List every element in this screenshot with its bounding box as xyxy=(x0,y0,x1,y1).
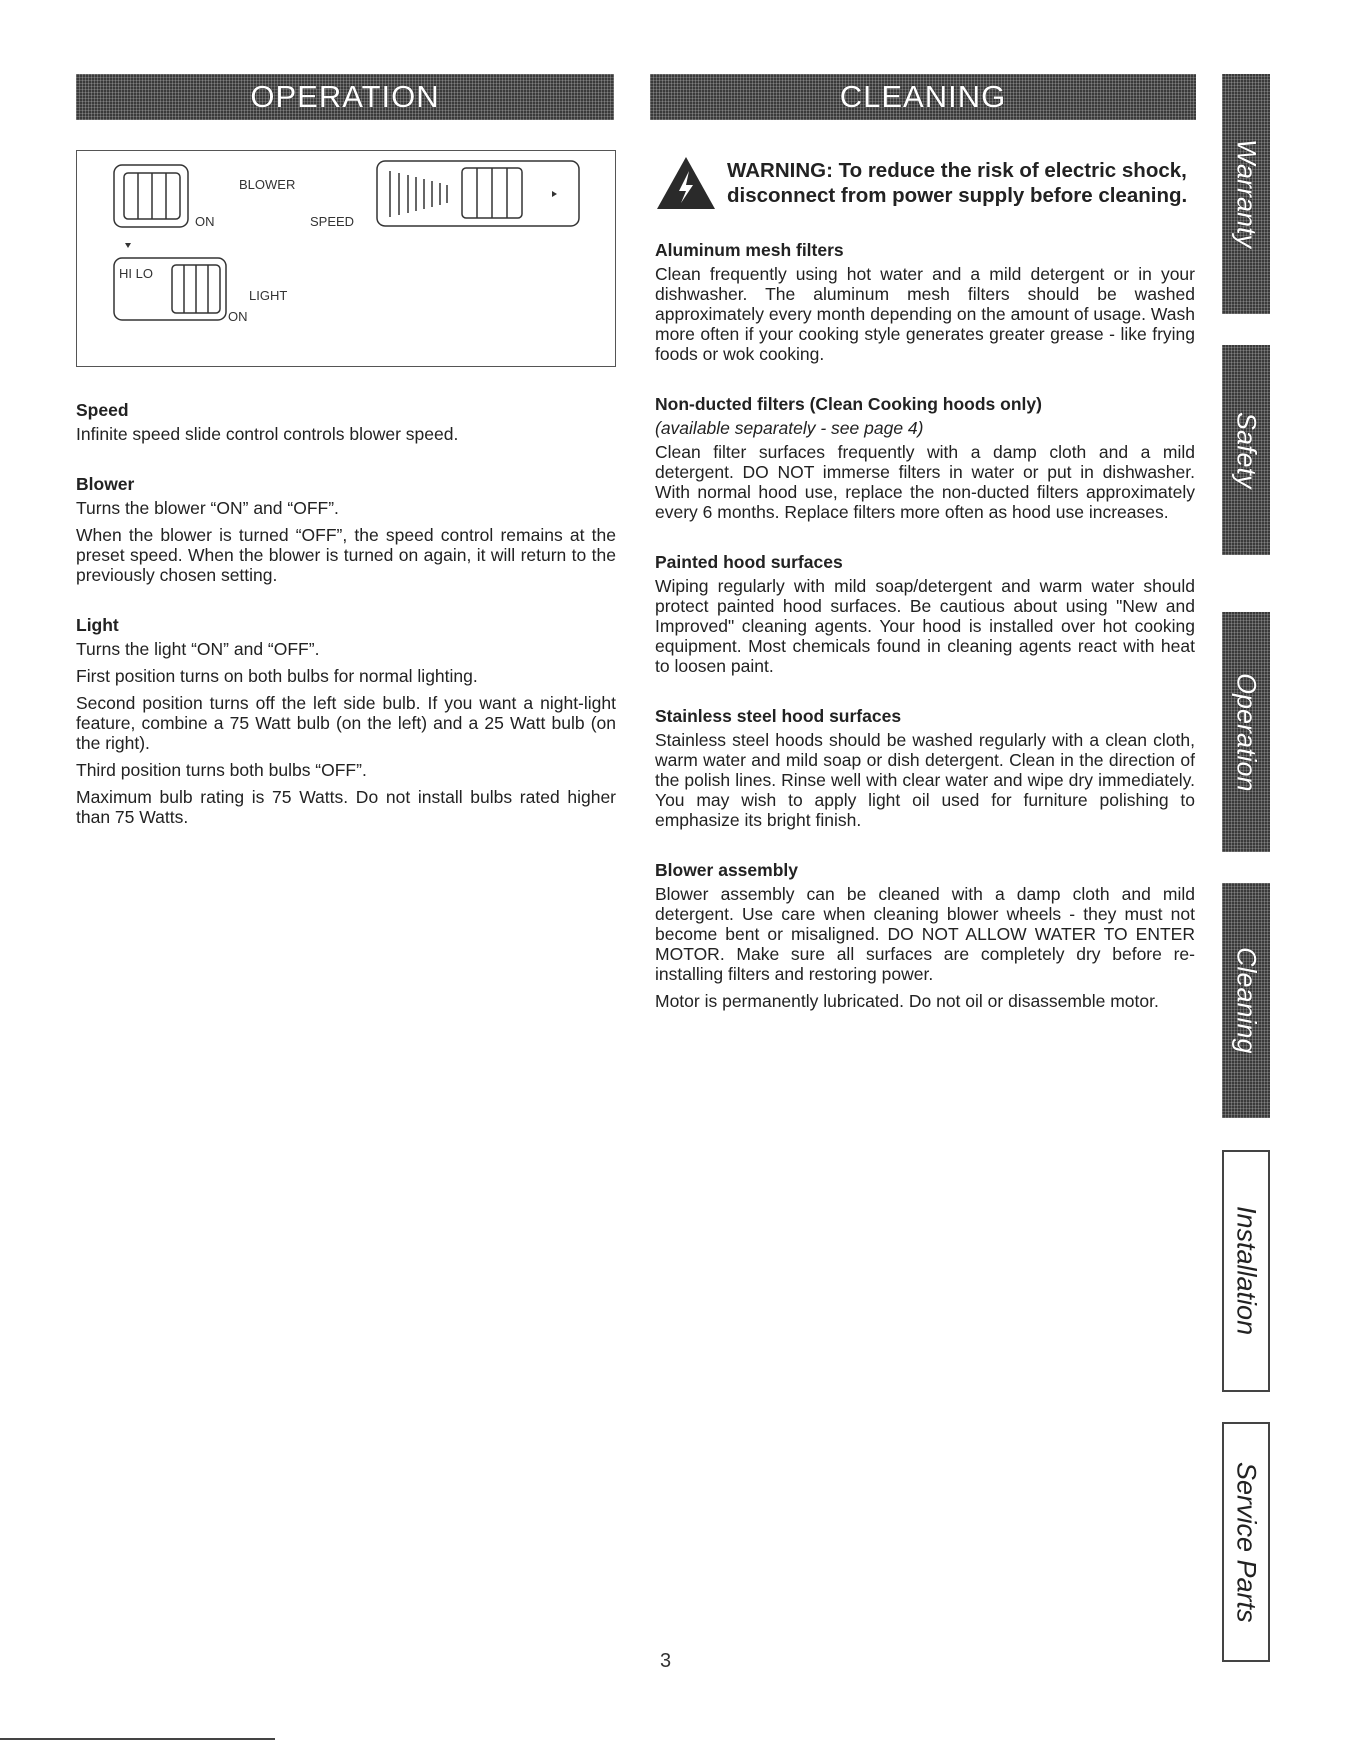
operation-banner xyxy=(76,74,614,120)
painted-heading: Painted hood surfaces xyxy=(655,552,843,572)
nonducted-heading: Non-ducted filters (Clean Cooking hoods only) xyxy=(655,394,1042,414)
speed-section xyxy=(76,400,616,444)
light-text-3: Second position turns off the left side bulb. If you want a night-light feature, combine a 75 Watt bulb (on the left) and a 25 Watt bulb (on the right). xyxy=(76,693,616,753)
warning-line-2: disconnect from power supply before cleaning. xyxy=(727,184,1188,207)
light-label: LIGHT xyxy=(249,288,288,303)
side-tab-installation[interactable] xyxy=(1222,1150,1270,1392)
light-heading: Light xyxy=(76,615,119,635)
painted-section xyxy=(655,552,1195,676)
warning-triangle-icon xyxy=(655,155,717,211)
side-tab-cleaning[interactable] xyxy=(1222,883,1270,1118)
blower-assembly-heading: Blower assembly xyxy=(655,860,798,880)
speed-text: Infinite speed slide control controls blower speed. xyxy=(76,424,459,444)
light-text-1: Turns the light “ON” and “OFF”. xyxy=(76,639,320,659)
control-panel-drawing xyxy=(77,151,615,366)
aluminum-section xyxy=(655,240,1195,364)
aluminum-text: Clean frequently using hot water and a mild detergent or in your dishwasher. The aluminum mesh filters should be washed approximately every month depending on the amount of usage. Wash more often if your cooking style generates greater grease - like frying foods or wok cooking. xyxy=(655,264,1195,364)
blower-heading: Blower xyxy=(76,474,135,494)
blower-label: BLOWER xyxy=(239,177,296,192)
painted-text: Wiping regularly with mild soap/detergent and warm water should protect painted hood surfaces. Be cautious about using "New and Improved" cleaning agents. Your hood is installed over hot cooking equipment. Most chemicals found in cleaning agents react with heat to loosen paint. xyxy=(655,576,1195,676)
cleaning-column xyxy=(655,240,1195,1041)
aluminum-heading: Aluminum mesh filters xyxy=(655,240,844,260)
side-tab-safety[interactable] xyxy=(1222,345,1270,555)
blower-text-1: Turns the blower “ON” and “OFF”. xyxy=(76,498,339,518)
light-text-2: First position turns on both bulbs for normal lighting. xyxy=(76,666,478,686)
operation-banner-title: OPERATION xyxy=(250,79,440,114)
side-tab-operation-label: Operation xyxy=(1231,672,1262,792)
cleaning-banner-title: CLEANING xyxy=(839,79,1007,114)
side-tab-cleaning-label: Cleaning xyxy=(1231,947,1262,1054)
warning-notice xyxy=(655,155,1200,211)
blower-assembly-text-1: Blower assembly can be cleaned with a damp cloth and mild detergent. Use care when cleaning blower wheels - they must not become bent or misaligned. DO NOT ALLOW WATER TO ENTER MOTOR. Make sure all surfaces are completely dry before re-installing filters and restoring power. xyxy=(655,884,1195,984)
speed-label: SPEED xyxy=(310,214,355,229)
bottom-rule xyxy=(0,1738,275,1740)
warning-text xyxy=(727,158,1202,208)
stainless-heading: Stainless steel hood surfaces xyxy=(655,706,902,726)
nonducted-text: Clean filter surfaces frequently with a damp cloth and a mild detergent. DO NOT immerse filters in water or put in dishwasher. With normal hood use, replace the non-ducted filters approximately every 6 months. Replace filters more often as hood use increases. xyxy=(655,442,1195,522)
control-panel-diagram xyxy=(76,150,616,367)
side-tab-service-parts-label: Service Parts xyxy=(1231,1461,1262,1623)
stainless-section xyxy=(655,706,1195,830)
cleaning-banner xyxy=(650,74,1196,120)
side-tab-installation-label: Installation xyxy=(1231,1206,1262,1336)
blower-assembly-section xyxy=(655,860,1195,1011)
light-on-label: ON xyxy=(228,309,248,324)
blower-section xyxy=(76,474,616,585)
side-tab-warranty[interactable] xyxy=(1222,74,1270,314)
blower-assembly-text-2: Motor is permanently lubricated. Do not oil or disassemble motor. xyxy=(655,991,1159,1011)
side-tab-safety-label: Safety xyxy=(1231,411,1262,489)
stainless-text: Stainless steel hoods should be washed regularly with a clean cloth, warm water and mild soap or dish detergent. Clean in the direction of the polish lines. Rinse well with clear water and wipe dry immediately. You may wish to apply light oil used for furniture polishing to emphasize its bright finish. xyxy=(655,730,1195,830)
hilo-label: HI LO xyxy=(119,266,153,281)
blower-on-label: ON xyxy=(195,214,215,229)
warning-line-1: WARNING: To reduce the risk of electric shock, xyxy=(727,159,1187,182)
side-tab-service-parts[interactable] xyxy=(1222,1422,1270,1662)
side-tab-operation[interactable] xyxy=(1222,612,1270,852)
speed-heading: Speed xyxy=(76,400,129,420)
blower-text-2: When the blower is turned “OFF”, the speed control remains at the preset speed. When the blower is turned on again, it will return to the previously chosen setting. xyxy=(76,525,616,585)
page-number: 3 xyxy=(660,1650,672,1672)
nonducted-subheading: (available separately - see page 4) xyxy=(655,418,924,438)
light-text-4: Third position turns both bulbs “OFF”. xyxy=(76,760,367,780)
nonducted-section xyxy=(655,394,1195,522)
light-section xyxy=(76,615,616,827)
operation-column xyxy=(76,400,616,857)
side-tab-warranty-label: Warranty xyxy=(1231,139,1262,249)
light-text-5: Maximum bulb rating is 75 Watts. Do not install bulbs rated higher than 75 Watts. xyxy=(76,787,616,827)
